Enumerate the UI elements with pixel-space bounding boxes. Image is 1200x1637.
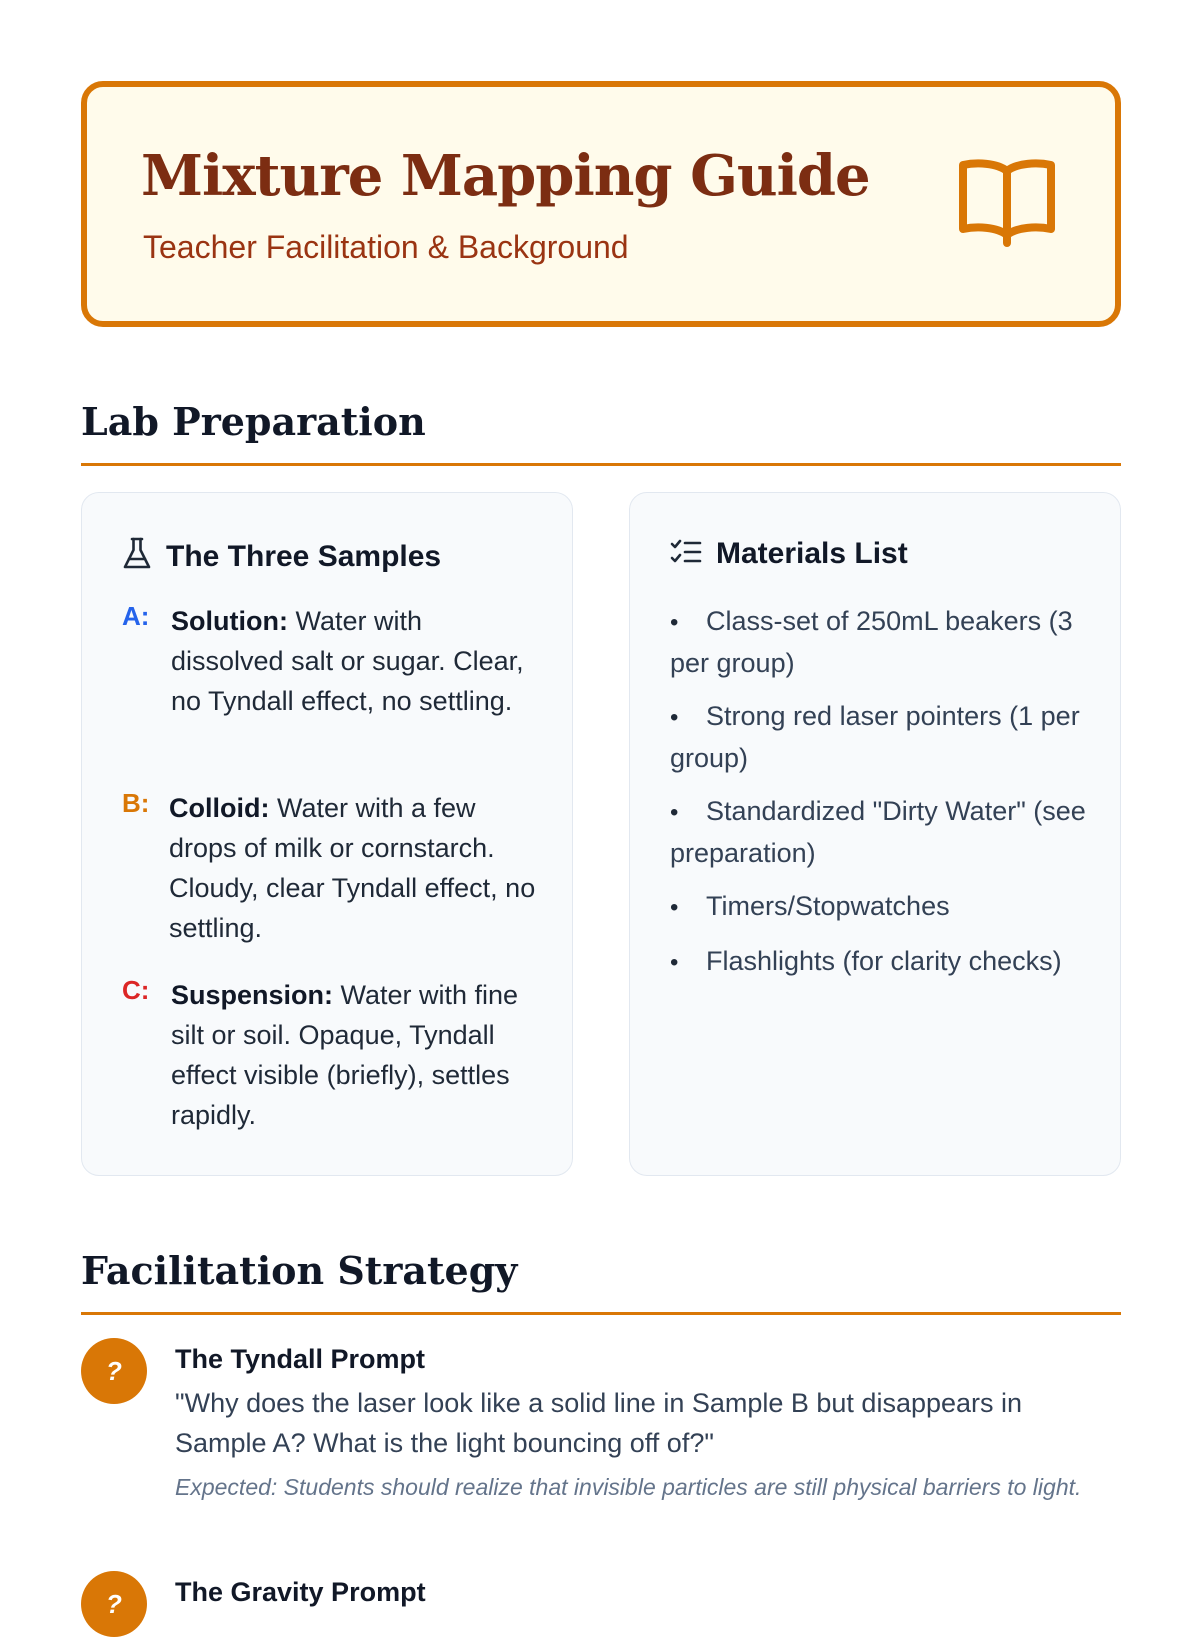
samples-card-header <box>122 537 441 576</box>
sample-term: Colloid: <box>169 793 270 823</box>
materials-card-header <box>670 537 908 571</box>
sample-item <box>122 601 542 721</box>
book-open-icon <box>957 157 1057 254</box>
step-title: The Gravity Prompt <box>175 1577 426 1607</box>
checklist-icon <box>670 538 702 571</box>
list-item: • Strong red laser pointers (1 per group) <box>670 696 1090 778</box>
sample-description <box>171 601 542 721</box>
question-badge: ? <box>81 1571 147 1637</box>
samples-card-title: The Three Samples <box>166 539 442 573</box>
facilitation-step <box>81 1571 1121 1619</box>
header-banner <box>81 81 1121 327</box>
section-divider <box>81 1312 1121 1315</box>
materials-list <box>670 601 1090 996</box>
step-question: "Why does the laser look like a solid line in Sample B but disappears in Sample A? What is the light bouncing off of?" <box>175 1388 1023 1458</box>
samples-card <box>81 492 573 1176</box>
sample-text: Water with a few drops of milk or cornstarch. Cloudy, clear Tyndall effect, no settling. <box>169 793 536 943</box>
sample-description <box>171 975 542 1135</box>
section-divider <box>81 463 1121 466</box>
sample-item <box>122 975 542 1135</box>
sample-text: Water with dissolved salt or sugar. Clear, no Tyndall effect, no settling. <box>171 606 524 716</box>
list-item: • Class-set of 250mL beakers (3 per group) <box>670 601 1090 683</box>
list-item: • Timers/Stopwatches <box>670 886 1090 928</box>
section-title-lab-preparation: Lab Preparation <box>81 399 426 444</box>
document-page <box>81 81 1121 1619</box>
list-item: • Flashlights (for clarity checks) <box>670 941 1090 983</box>
sample-letter: C: <box>122 975 150 1005</box>
sample-term: Solution: <box>171 606 288 636</box>
sample-item <box>122 788 542 948</box>
step-title: The Tyndall Prompt <box>175 1344 426 1374</box>
sample-letter: A: <box>122 601 150 631</box>
sample-letter: B: <box>122 788 150 818</box>
list-item: • Standardized "Dirty Water" (see preparation) <box>670 791 1090 873</box>
section-title-facilitation: Facilitation Strategy <box>81 1248 518 1293</box>
materials-card-title: Materials List <box>716 537 908 570</box>
step-content <box>175 1344 1121 1504</box>
page-subtitle: Teacher Facilitation & Background <box>143 229 629 265</box>
sample-term: Suspension: <box>171 980 334 1010</box>
flask-icon <box>122 537 152 576</box>
page-title: Mixture Mapping Guide <box>141 143 870 209</box>
materials-card <box>629 492 1121 1176</box>
sample-description <box>169 788 542 948</box>
sample-text: Water with fine silt or soil. Opaque, Tyndall effect visible (briefly), settles rapidly. <box>171 980 519 1130</box>
step-content <box>175 1577 1121 1608</box>
facilitation-step <box>81 1338 1121 1504</box>
question-badge: ? <box>81 1338 147 1404</box>
step-expected: Expected: Students should realize that invisible particles are still physical barriers to light. <box>175 1474 1082 1500</box>
